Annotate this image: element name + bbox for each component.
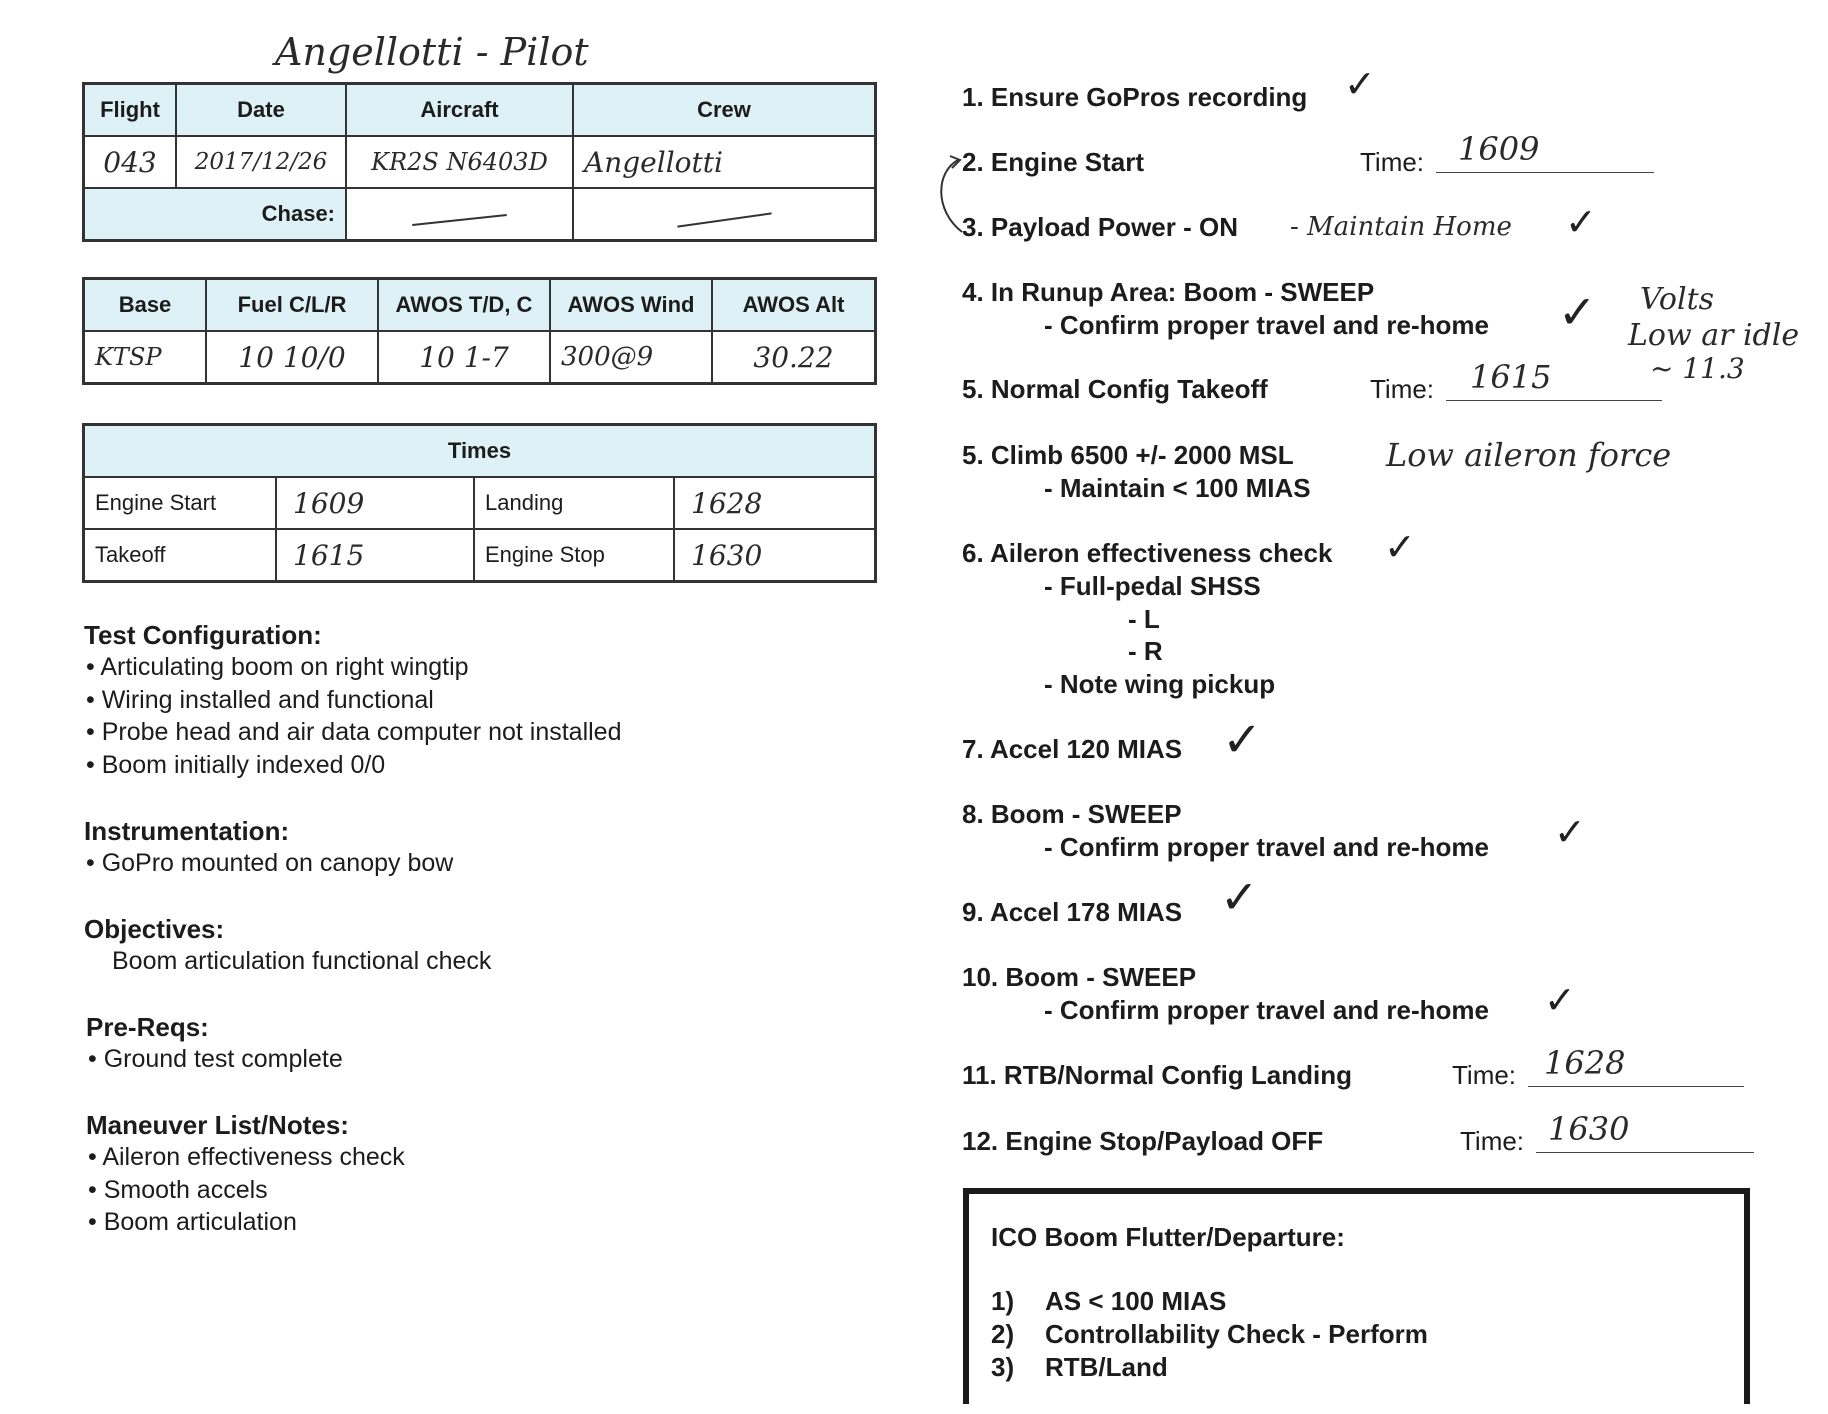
step-3: 3. Payload Power - ON [962, 212, 1238, 242]
time-label: Time: [1370, 374, 1435, 404]
flight-info-table [82, 82, 877, 242]
step-5-climb: 5. Climb 6500 +/- 2000 MSL [962, 440, 1294, 470]
awos-alt-value: 30.22 [712, 331, 876, 384]
check-mark-icon: ✓ [1344, 64, 1376, 106]
step-1: 1. Ensure GoPros recording [962, 82, 1308, 112]
engine-start-time: 1609 [1458, 130, 1540, 168]
maneuvers-heading: Maneuver List/Notes: [86, 1110, 349, 1140]
ico-box-title: ICO Boom Flutter/Departure: [991, 1222, 1345, 1252]
awos-wind-value: 300@9 [550, 331, 712, 384]
awos-alt-header: AWOS Alt [712, 279, 876, 332]
aircraft-header: Aircraft [346, 84, 573, 137]
times-title: Times [84, 425, 876, 478]
aileron-force-note: Low aileron force [1386, 436, 1672, 474]
ico-boom-flutter-box [963, 1188, 1750, 1404]
chase-aircraft-dash [346, 188, 573, 241]
time-line [1536, 1152, 1754, 1153]
step-10: 10. Boom - SWEEP [962, 962, 1197, 992]
step-6-sub-left: - L [1128, 604, 1160, 634]
engine-stop-value: 1630 [674, 529, 876, 582]
step-8: 8. Boom - SWEEP [962, 799, 1182, 829]
ico-item [991, 1286, 1226, 1317]
step-5-takeoff: 5. Normal Config Takeoff [962, 374, 1268, 404]
step-8-sub: - Confirm proper travel and re-home [1044, 832, 1489, 862]
engine-stop-time: 1630 [1548, 1110, 1630, 1148]
aircraft-value: KR2S N6403D [346, 136, 573, 188]
chase-label: Chase: [84, 188, 347, 241]
time-label: Time: [1452, 1060, 1517, 1090]
takeoff-value: 1615 [276, 529, 474, 582]
maneuver-item: • Boom articulation [88, 1208, 297, 1237]
ico-item-number: 1) [991, 1286, 1015, 1316]
awos-temp-value: 10 1-7 [378, 331, 550, 384]
test-config-item: • Articulating boom on right wingtip [86, 653, 469, 682]
chase-crew-dash [573, 188, 876, 241]
landing-value: 1628 [674, 477, 876, 529]
fuel-header: Fuel C/L/R [206, 279, 378, 332]
check-mark-icon: ✓ [1558, 286, 1597, 338]
base-header: Base [84, 279, 207, 332]
test-config-item: • Boom initially indexed 0/0 [86, 751, 385, 780]
ico-item-number: 3) [991, 1352, 1015, 1382]
time-line [1446, 400, 1662, 401]
takeoff-time: 1615 [1470, 358, 1552, 396]
landing-time: 1628 [1544, 1044, 1626, 1082]
landing-label: Landing [474, 477, 674, 529]
times-table [82, 423, 877, 583]
check-mark-icon: ✓ [1220, 871, 1259, 923]
time-line [1436, 172, 1654, 173]
volts-note-1: Volts [1640, 282, 1715, 317]
prereqs-item: • Ground test complete [88, 1045, 343, 1074]
crew-header: Crew [573, 84, 876, 137]
step-6-sub: - Note wing pickup [1044, 669, 1276, 699]
engine-stop-label: Engine Stop [474, 529, 674, 582]
test-config-item: • Probe head and air data computer not installed [86, 718, 622, 747]
step-4-sub: - Confirm proper travel and re-home [1044, 310, 1489, 340]
volts-note-2: Low ar idle [1628, 318, 1800, 353]
step-11: 11. RTB/Normal Config Landing [962, 1060, 1353, 1090]
pilot-handwritten-note: Angellotti - Pilot [275, 30, 589, 74]
awos-wind-header: AWOS Wind [550, 279, 712, 332]
check-mark-icon: ✓ [1544, 980, 1576, 1022]
step-6: 6. Aileron effectiveness check [962, 538, 1333, 568]
time-line [1528, 1086, 1744, 1087]
maintain-home-note: - Maintain Home [1290, 212, 1512, 242]
date-value: 2017/12/26 [176, 136, 346, 188]
awos-temp-header: AWOS T/D, C [378, 279, 550, 332]
ico-item-text: RTB/Land [1045, 1352, 1168, 1382]
engine-start-label: Engine Start [84, 477, 277, 529]
step-9: 9. Accel 178 MIAS [962, 897, 1183, 927]
ico-item [991, 1319, 1428, 1350]
ico-item [991, 1352, 1168, 1383]
step-12: 12. Engine Stop/Payload OFF [962, 1126, 1324, 1156]
check-mark-icon: ✓ [1384, 527, 1416, 569]
weather-table [82, 277, 877, 385]
maneuver-item: • Smooth accels [88, 1176, 268, 1205]
ico-item-text: AS < 100 MIAS [1045, 1286, 1227, 1316]
time-label: Time: [1360, 147, 1425, 177]
step-4: 4. In Runup Area: Boom - SWEEP [962, 277, 1375, 307]
takeoff-label: Takeoff [84, 529, 277, 582]
ico-item-number: 2) [991, 1319, 1015, 1349]
engine-start-value: 1609 [276, 477, 474, 529]
maneuver-item: • Aileron effectiveness check [88, 1143, 405, 1172]
step-5-sub: - Maintain < 100 MIAS [1044, 473, 1311, 503]
step-2: 2. Engine Start [962, 147, 1145, 177]
instrumentation-item: • GoPro mounted on canopy bow [86, 849, 453, 878]
prereqs-heading: Pre-Reqs: [86, 1012, 209, 1042]
flight-header: Flight [84, 84, 177, 137]
step-6-sub: - Full-pedal SHSS [1044, 571, 1261, 601]
fuel-value: 10 10/0 [206, 331, 378, 384]
volts-note-3: ~ 11.3 [1650, 352, 1745, 385]
flight-value: 043 [84, 136, 177, 188]
check-mark-icon: ✓ [1565, 202, 1597, 244]
step-6-sub-right: - R [1128, 636, 1163, 666]
objectives-text: Boom articulation functional check [112, 947, 492, 975]
time-label: Time: [1460, 1126, 1525, 1156]
step-7: 7. Accel 120 MIAS [962, 734, 1183, 764]
test-config-heading: Test Configuration: [84, 620, 322, 650]
base-value: KTSP [84, 331, 207, 384]
crew-value: Angellotti [573, 136, 876, 188]
step-10-sub: - Confirm proper travel and re-home [1044, 995, 1489, 1025]
objectives-heading: Objectives: [84, 914, 225, 944]
check-mark-icon: ✓ [1222, 714, 1263, 767]
instrumentation-heading: Instrumentation: [84, 816, 290, 846]
test-config-item: • Wiring installed and functional [86, 686, 434, 715]
ico-item-text: Controllability Check - Perform [1045, 1319, 1428, 1349]
check-mark-icon: ✓ [1554, 812, 1586, 854]
date-header: Date [176, 84, 346, 137]
